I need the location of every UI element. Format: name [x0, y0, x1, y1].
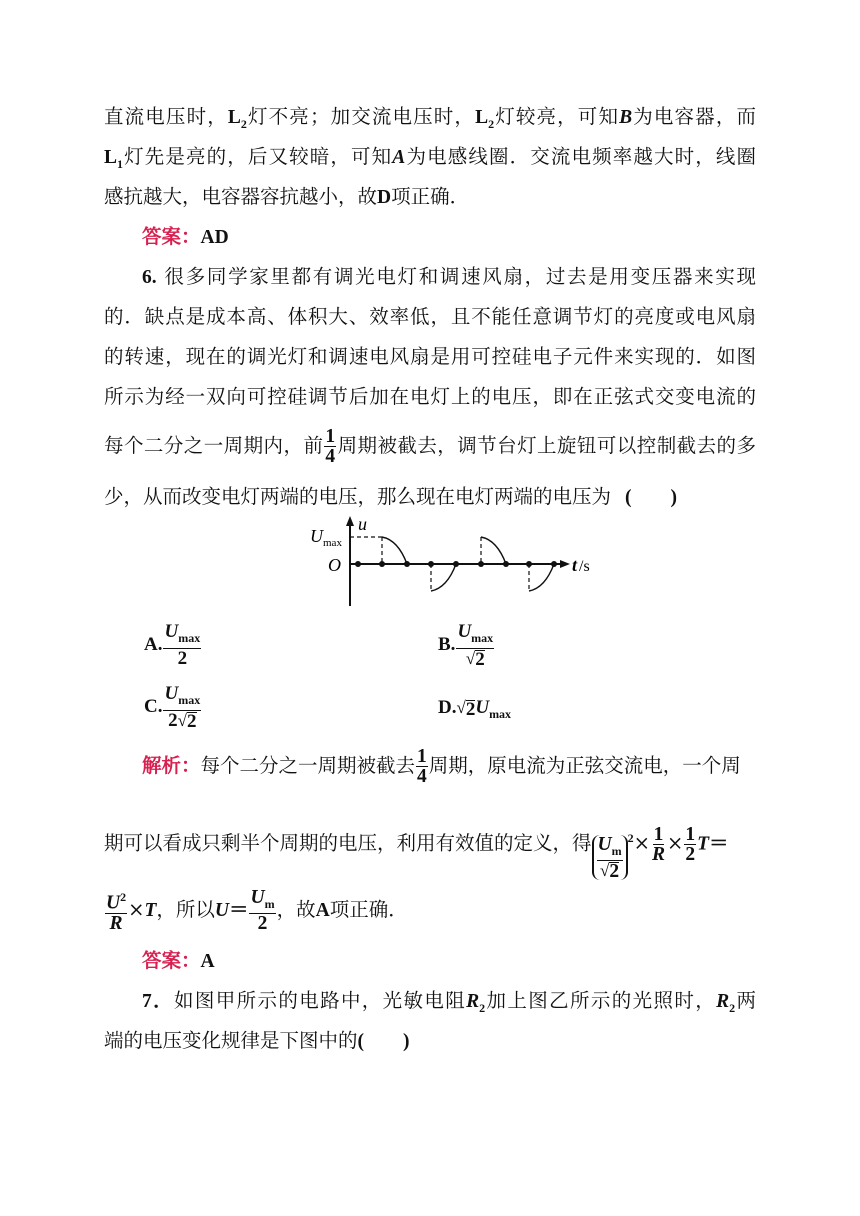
question-6-line: 6. 很多同学家里都有调光电灯和调速风扇，过去是用变压器来实现 [142, 265, 756, 288]
text-line: $L_1$灯先是亮的，后又较暗，可知A为电感线圈．交流电频率越大时，线圈 [104, 145, 756, 171]
text-line: 感抗越大，电容器容抗越小，故D项正确． [104, 185, 470, 208]
analysis-line: $\frac{U^2}{R}$ ×T，所以U＝ $\frac{U_m}{2}$ ，故A项正确． [106, 886, 408, 935]
umax-subscript: max [323, 537, 342, 549]
fraction: $\frac{1}{4}$ [325, 426, 336, 467]
umax-label: U [310, 526, 323, 546]
u-axis-label: u [358, 514, 367, 534]
t-axis-label: t [572, 555, 578, 575]
origin-label: O [328, 555, 341, 575]
question-6-line: 每个二分之一周期内，前 $\frac{1}{4}$ 周期被截去，调节台灯上旋钮可以控制截去的多 [104, 426, 756, 467]
question-6-line: 的转速，现在的调光灯和调速电风扇是用可控硅电子元件来实现的．如图 [104, 345, 756, 368]
question-7-line: 7．如图甲所示的电路中，光敏电阻$R_2$加上图乙所示的光照时，$R_2$两 [142, 989, 756, 1015]
question-6-line: 所示为经一双向可控硅调节后加在电灯上的电压，即在正弦式交变电流的 [104, 385, 756, 408]
parenthesis: $U_m$ √ 2 [592, 835, 628, 881]
option-a[interactable]: A. $\frac{U_{max}}{2}$ [144, 621, 201, 669]
question-6-line: 的．缺点是成本高、体积大、效率低，且不能任意调节灯的亮度或电风扇 [104, 305, 756, 328]
text-line: 直流电压时，$L_2$灯不亮；加交流电压时，$L_2$灯较亮，可知B为电容器，而 [104, 105, 756, 131]
question-6-line: 少，从而改变电灯两端的电压，那么现在电灯两端的电压为 ( ) [104, 485, 678, 508]
option-c[interactable]: C. $U_{max}$ 2 √ 2 [144, 683, 201, 732]
answer-line: 答案：AD [142, 225, 229, 248]
option-d[interactable]: D. √ 2 $U_{max}$ [438, 697, 512, 721]
analysis-line: 解析：每个二分之一周期被截去 $\frac{1}{4}$ 周期，原电流为正弦交流电，一个周 [142, 746, 741, 787]
voltage-waveform-graph [300, 514, 600, 610]
analysis-line: 期可以看成只剩半个周期的电压，利用有效值的定义，得 $U_m$ √ 2 $^2$× $\frac{1}{R}$ × $\frac{1}{2}$ T＝ [104, 823, 729, 883]
t-axis-unit: /s [579, 558, 590, 575]
option-b[interactable]: B. $U_{max}$ √ 2 [438, 621, 494, 670]
question-7-line: 端的电压变化规律是下图中的( ) [104, 1029, 410, 1052]
answer-line: 答案：A [142, 949, 215, 972]
